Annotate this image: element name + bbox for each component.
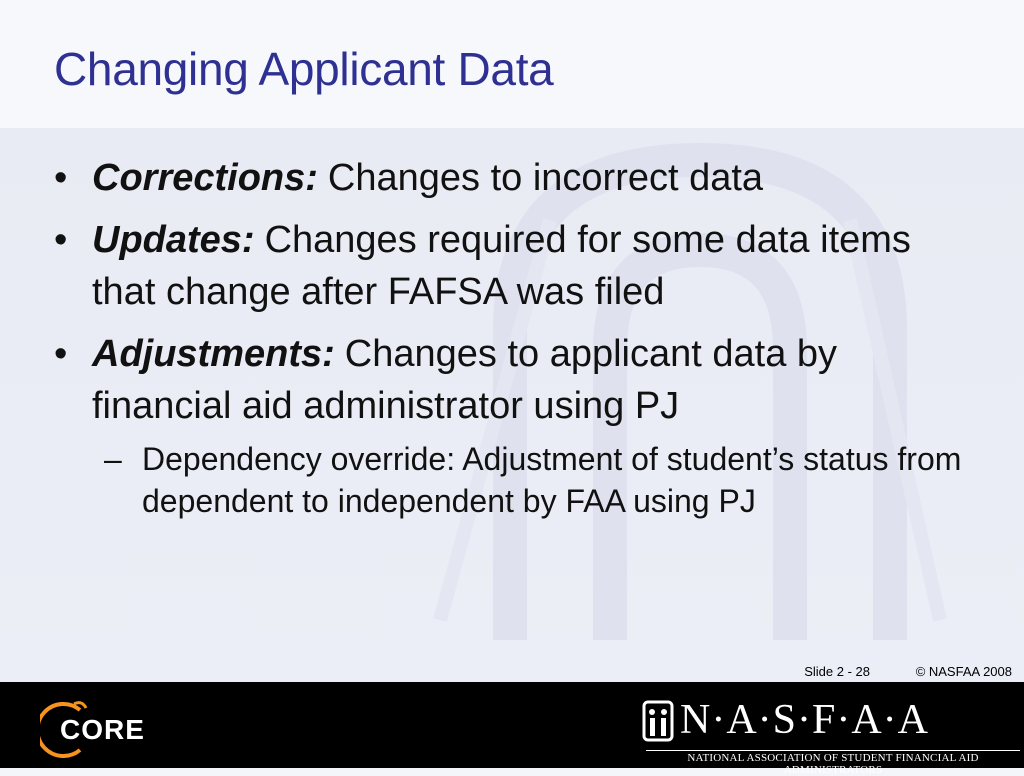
slide-number: Slide 2 - 28: [804, 664, 870, 679]
sub-bullet-dependency-override: [92, 438, 962, 522]
nasfaa-logo-text: N·A·S·F·A·A: [680, 697, 929, 743]
bullet-item-updates: [54, 214, 974, 318]
bullet-icon: •: [54, 219, 68, 261]
bullet-list: [54, 152, 974, 532]
copyright-notice: © NASFAA 2008: [915, 664, 1012, 679]
bullet-text: Changes required for some data items that change after FAFSA was filed: [92, 219, 911, 313]
bullet-item-adjustments: [54, 328, 974, 522]
bullet-term: Corrections:: [92, 157, 318, 199]
nasfaa-subtitle: NATIONAL ASSOCIATION OF STUDENT FINANCIAL AID ADMINISTRATORS: [646, 750, 1020, 776]
dash-icon: –: [104, 441, 122, 477]
bullet-text: Changes to applicant data by financial aid administrator using PJ: [92, 333, 838, 427]
core-logo-text: CORE: [60, 714, 145, 745]
bullet-icon: •: [54, 333, 68, 375]
sub-bullet-list: [92, 438, 974, 522]
slide-title: Changing Applicant Data: [54, 43, 554, 95]
bullet-term: Updates:: [92, 219, 255, 261]
sub-bullet-text: Dependency override: Adjustment of student’s status from dependent to independent by FAA using PJ: [142, 441, 962, 519]
bullet-term: Adjustments:: [92, 333, 335, 375]
bullet-item-corrections: [54, 152, 974, 204]
bullet-icon: •: [54, 157, 68, 199]
bullet-text: Changes to incorrect data: [327, 157, 764, 199]
footer-bar: [0, 682, 1024, 776]
